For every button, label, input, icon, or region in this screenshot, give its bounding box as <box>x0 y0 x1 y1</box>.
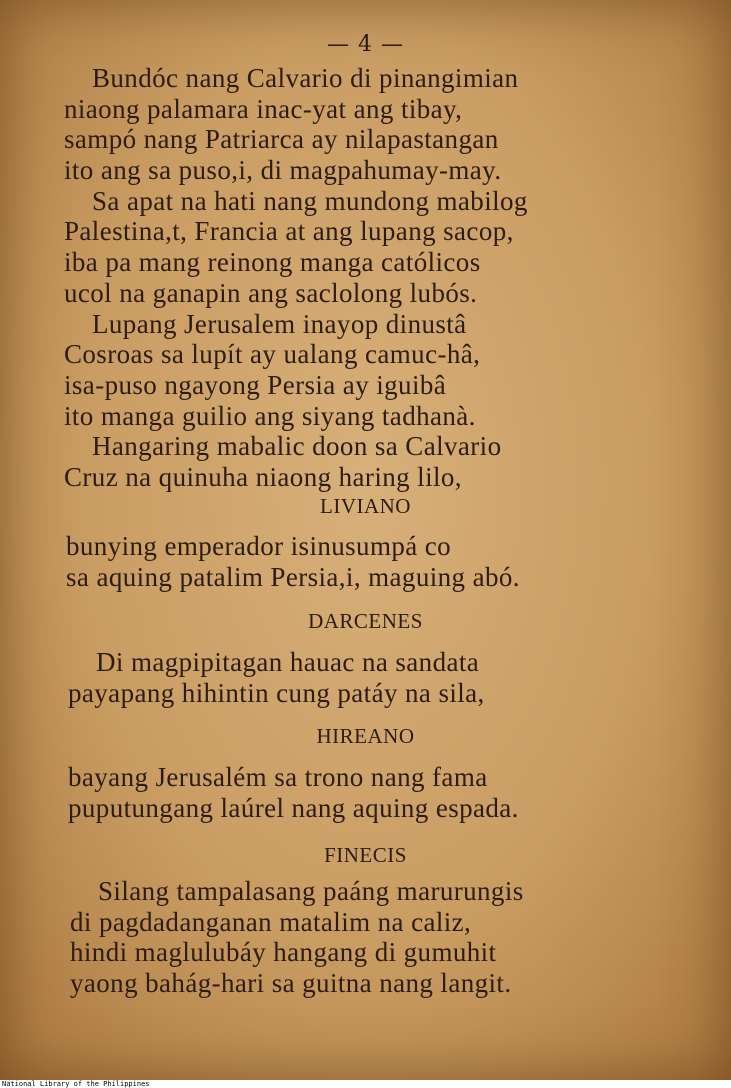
verse-line: di pagdadanganan matalim na caliz, <box>70 906 472 937</box>
verse-line: Bundóc nang Calvario di pinangimian <box>92 63 519 93</box>
verse-line: Palestina,t, Francia at ang lupang sacop, <box>64 216 514 247</box>
verse-line: bunying emperador isinusumpá co <box>66 531 452 561</box>
speaker-name: FINECIS <box>324 843 407 867</box>
stanza-3 <box>0 647 731 708</box>
verse-line: niaong palamara inac-yat ang tibay, <box>64 93 463 124</box>
speaker-name: LIVIANO <box>320 494 411 518</box>
verse-line: sa aquing patalim Persia,i, maguing abó. <box>66 561 520 592</box>
verse-line: Silang tampalasang paáng marurungis <box>98 876 524 906</box>
page-number: — 4 — <box>327 32 404 57</box>
verse-line: ito manga guilio ang siyang tadhanà. <box>64 400 476 431</box>
verse-line: ucol na ganapin ang saclolong lubós. <box>64 277 478 308</box>
speaker-name: HIREANO <box>316 724 415 748</box>
verse-line: Cruz na quinuha niaong haring lilo, <box>64 461 462 492</box>
verse-line: Lupang Jerusalem inayop dinustâ <box>92 308 467 339</box>
verse-line: yaong bahág-hari sa guitna nang langit. <box>70 968 512 999</box>
verse-line: puputungang laúrel nang aquing espada. <box>68 792 519 823</box>
stanza-1 <box>0 63 731 493</box>
stanza-5 <box>0 876 731 999</box>
verse-line: Cosroas sa lupít ay ualang camuc-hâ, <box>64 339 481 370</box>
verse-line: Di magpipitagan hauac na sandata <box>96 647 480 677</box>
verse-line: isa-puso ngayong Persia ay iguibâ <box>64 369 447 400</box>
verse-line: Sa apat na hati nang mundong mabilog <box>92 185 528 216</box>
verse-line: iba pa mang reinong manga católicos <box>64 247 481 278</box>
verse-line: sampó nang Patriarca ay nilapastangan <box>64 124 499 155</box>
verse-line: bayang Jerusalém sa trono nang fama <box>68 762 488 792</box>
verse-line: ito ang sa puso,i, di magpahumay-may. <box>64 155 502 186</box>
verse-line: Hangaring mabalic doon sa Calvario <box>92 431 502 462</box>
library-footer: National Library of the Philippines <box>2 1080 150 1088</box>
verse-line: payapang hihintin cung patáy na sila, <box>68 677 485 708</box>
verse-line: hindi maglulubáy hangang di gumuhit <box>70 937 497 968</box>
stanza-2 <box>0 531 731 592</box>
speaker-name: DARCENES <box>308 609 423 633</box>
stanza-4 <box>0 762 731 823</box>
